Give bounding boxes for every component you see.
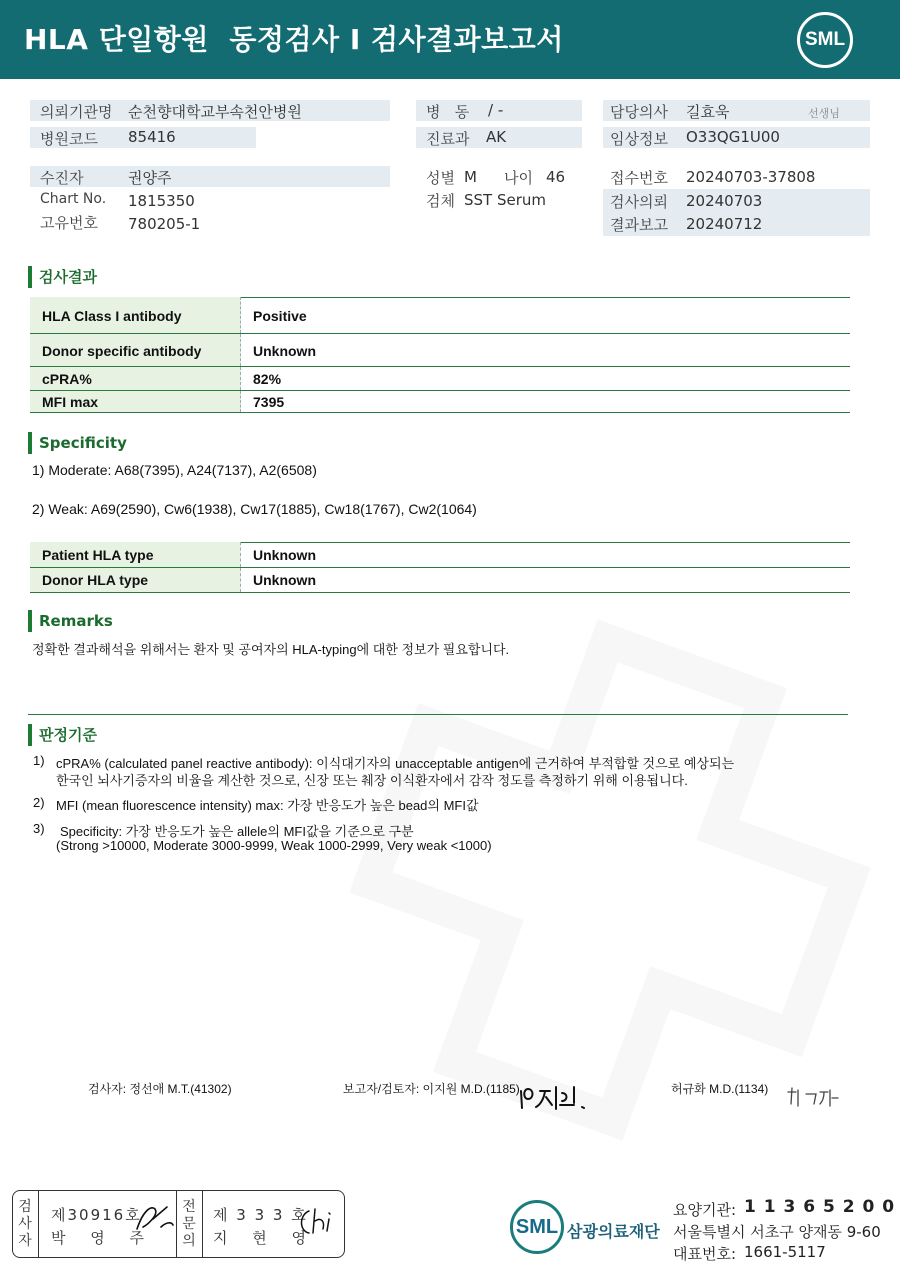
criteria-item3-num: 3)	[33, 821, 45, 836]
specimen-value: SST Serum	[464, 191, 547, 209]
patient-box	[30, 166, 390, 187]
criteria-heading: 판정기준	[28, 724, 97, 746]
footer-logo-ring	[510, 1200, 564, 1254]
stamp-left-label-col	[13, 1191, 39, 1257]
watermark-cross-icon	[330, 600, 890, 1160]
receipt-label: 접수번호	[610, 169, 668, 187]
report-header	[0, 0, 900, 79]
stamp-left-number: 제30916호	[51, 1206, 142, 1224]
patient-label: 수진자	[40, 169, 84, 187]
unique-value: 780205-1	[128, 215, 201, 233]
footer-code-value: 1 1 3 6 5 2 0 0	[744, 1197, 896, 1217]
specificity-weak: 2) Weak: A69(2590), Cw6(1938), Cw17(1885), Cw18(1767), Cw2(1064)	[32, 501, 477, 517]
report-label: 결과보고	[610, 216, 668, 234]
result-value-cell	[241, 334, 850, 366]
reviewer-signature: 보고자/검토자: 이지원 M.D.(1185)	[343, 1082, 520, 1096]
result-value: 82%	[253, 371, 282, 387]
result-value: 7395	[253, 394, 285, 410]
ward-value: / -	[488, 101, 504, 119]
stamp-left-signature-icon	[133, 1201, 177, 1235]
sml-logo	[797, 12, 853, 68]
footer-phone-value: 1661-5117	[744, 1243, 826, 1261]
result-label: HLA Class I antibody	[42, 308, 182, 324]
chart-label: Chart No.	[40, 191, 107, 207]
report-value: 20240712	[686, 215, 763, 233]
hla-value-cell	[241, 542, 850, 567]
footer-logo-text: SML	[515, 1216, 559, 1238]
ward-label: 병 동	[426, 103, 470, 121]
result-label-cell	[30, 391, 241, 412]
criteria-item1-num: 1)	[33, 753, 45, 768]
chart-value: 1815350	[128, 192, 195, 210]
department-value: AK	[486, 128, 507, 146]
table-row	[30, 297, 850, 334]
stamp-right-number: 제 3 3 3 호	[213, 1206, 308, 1224]
clinical-value: O33QG1U00	[686, 128, 780, 146]
stamp-right-name: 지 현 영	[213, 1229, 317, 1247]
criteria-item1-line2: 한국인 뇌사기증자의 비율을 계산한 것으로, 신장 또는 췌장 이식환자에서 감작 정도를 측정하기 위해 이용됩니다.	[56, 773, 688, 788]
sex-label: 성별	[426, 169, 455, 187]
criteria-item3-line1: Specificity: 가장 반응도가 높은 allele의 MFI값을 기준으로 구분	[60, 824, 414, 839]
result-label-cell	[30, 367, 241, 390]
doctor-label: 담당의사	[610, 103, 668, 121]
criteria-item2-num: 2)	[33, 795, 45, 810]
institution-value: 순천향대학교부속천안병원	[128, 103, 302, 121]
specimen-label: 검체	[426, 192, 455, 210]
hla-label: Donor HLA type	[42, 572, 149, 588]
report-title: HLA 단일항원 동정검사 I 검사결과보고서	[24, 23, 564, 56]
sex-value: M	[464, 168, 477, 186]
result-value-cell	[241, 297, 850, 333]
table-row	[30, 568, 850, 593]
criteria-divider	[28, 714, 848, 715]
doctor-value: 길효욱	[686, 103, 730, 121]
table-row	[30, 391, 850, 413]
result-label-cell	[30, 297, 241, 333]
hla-value-cell	[241, 568, 850, 592]
hospital-code-value: 85416	[128, 128, 176, 146]
result-label: MFI max	[42, 394, 99, 410]
footer-address: 서울특별시 서초구 양재동 9-60	[673, 1223, 881, 1241]
result-value-cell	[241, 367, 850, 390]
table-row	[30, 542, 850, 568]
criteria-item3-line2: (Strong >10000, Moderate 3000-9999, Weak 1000-2999, Very weak <1000)	[56, 838, 492, 853]
receipt-value: 20240703-37808	[686, 168, 816, 186]
stamp-left-name: 박 영 주	[51, 1229, 155, 1247]
footer-phone-label: 대표번호:	[673, 1245, 737, 1263]
result-label-cell	[30, 334, 241, 366]
specificity-moderate: 1) Moderate: A68(7395), A24(7137), A2(6508)	[32, 462, 317, 478]
director-handwritten-signature-icon	[786, 1086, 842, 1108]
remarks-heading: Remarks	[28, 610, 113, 632]
hla-value: Unknown	[253, 547, 316, 563]
sml-logo-text: SML	[804, 29, 846, 50]
department-label: 진료과	[426, 130, 470, 148]
criteria-item2-line1: MFI (mean fluorescence intensity) max: 가장 반응도가 높은 bead의 MFI값	[56, 798, 479, 813]
footer-foundation: 삼광의료재단	[567, 1222, 660, 1241]
hla-label: Patient HLA type	[42, 547, 154, 563]
table-row	[30, 334, 850, 367]
table-row	[30, 367, 850, 391]
qualification-stamp	[12, 1190, 345, 1258]
result-value-cell	[241, 391, 850, 412]
reviewer-handwritten-signature-icon	[518, 1083, 596, 1113]
result-label: cPRA%	[42, 371, 92, 387]
age-value: 46	[546, 168, 566, 186]
stamp-right-label-col	[176, 1191, 203, 1257]
request-value: 20240703	[686, 192, 763, 210]
doctor-suffix: 선생님	[808, 107, 840, 120]
results-heading: 검사결과	[28, 266, 97, 288]
criteria-item1-line1: cPRA% (calculated panel reactive antibody): 이식대기자의 unacceptable antigen에 근거하여 부적합할 것으로 예상되는	[56, 756, 735, 771]
result-label: Donor specific antibody	[42, 343, 202, 359]
tester-signature: 검사자: 정선애 M.T.(41302)	[88, 1082, 232, 1096]
stamp-right-vertical: 전문의	[182, 1199, 196, 1249]
hospital-code-label: 병원코드	[40, 130, 98, 148]
institution-label: 의뢰기관명	[40, 103, 113, 121]
specificity-heading: Specificity	[28, 432, 127, 454]
hla-label-cell	[30, 568, 241, 592]
unique-label: 고유번호	[40, 214, 98, 232]
remarks-text: 정확한 결과해석을 위해서는 환자 및 공여자의 HLA-typing에 대한 정보가 필요합니다.	[32, 642, 510, 657]
stamp-left-vertical: 검사자	[18, 1199, 32, 1249]
age-label: 나이	[504, 169, 533, 187]
hla-value: Unknown	[253, 572, 316, 588]
hla-label-cell	[30, 542, 241, 567]
request-label: 검사의뢰	[610, 193, 668, 211]
clinical-label: 임상정보	[610, 130, 668, 148]
result-value: Positive	[253, 308, 307, 324]
director-signature: 허규화 M.D.(1134)	[671, 1082, 769, 1096]
result-value: Unknown	[253, 343, 316, 359]
stamp-right-signature-icon	[295, 1205, 339, 1239]
footer-code-label: 요양기관:	[673, 1201, 737, 1219]
patient-value: 권양주	[128, 169, 172, 187]
